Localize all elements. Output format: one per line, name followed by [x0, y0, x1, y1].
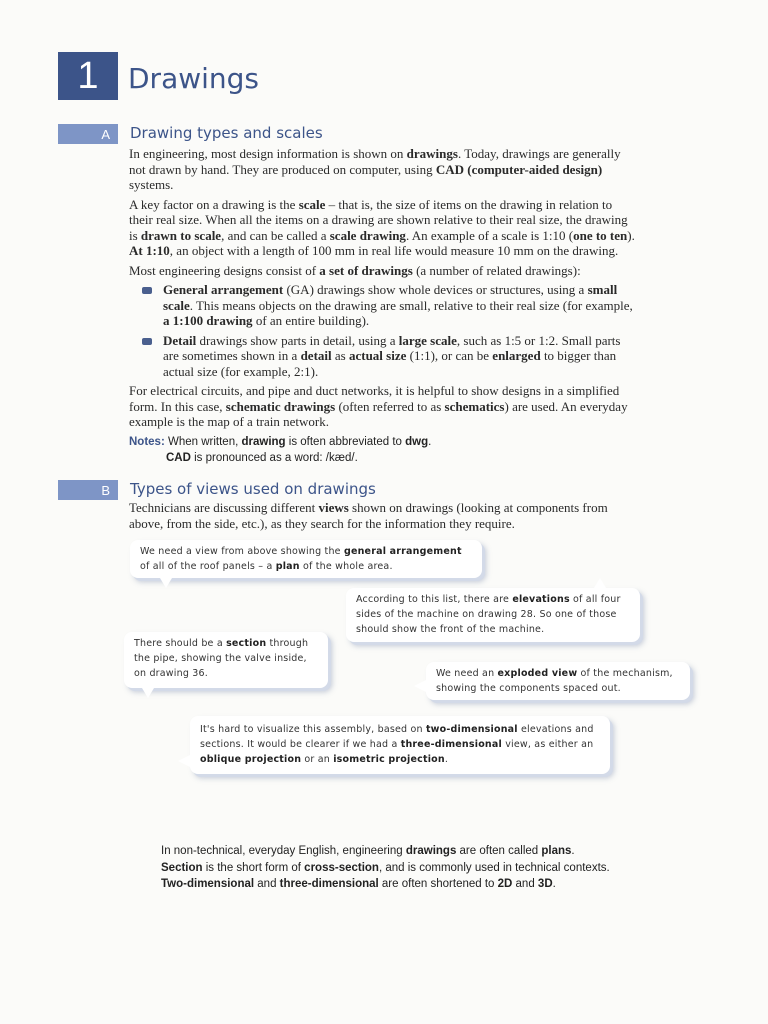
section-a-paragraph-2: A key factor on a drawing is the scale – that is, the size of items on the drawing in relation to their real size. When all the items on a drawing are shown relative to their real size, the drawing is drawn to scale, and can be called a scale drawing. An example of a scale is 1:10 (one to ten). At 1:10, an object with a length of 100 mm in real life would measure 10 mm on the drawing. — [129, 196, 635, 258]
bold-term: a 1:100 drawing — [163, 313, 253, 328]
footer-line-1: In non-technical, everyday English, engineering drawings are often called plans. — [161, 845, 575, 857]
section-a-paragraph-4: For electrical circuits, and pipe and duct networks, it is helpful to show designs in a simplified form. In this case, schematic drawings (often referred to as schematics) are used. An everyday example is the map of a train network. — [129, 383, 628, 429]
bold-term: schematic drawings — [225, 398, 336, 414]
bold-term: plan — [275, 561, 300, 572]
list-item — [129, 282, 639, 329]
notes — [129, 434, 639, 466]
note-1: When written, drawing is often abbreviated to dwg. — [164, 435, 432, 448]
section-b-tab: B — [58, 480, 118, 500]
page-title: Drawings — [128, 62, 260, 95]
footer-notes — [161, 843, 641, 893]
speech-bubble-plan — [130, 540, 482, 578]
bold-term: drawings — [405, 845, 457, 857]
section-a-tab: A — [58, 124, 118, 144]
bubble-tail-icon — [160, 578, 172, 588]
speech-bubble-text: We need a view from above showing the general arrangement of all of the roof panels – a plan of the whole area. — [140, 546, 462, 572]
bold-term: cross-section — [304, 861, 379, 874]
bold-term: scale drawing — [329, 227, 406, 243]
bold-term: Section — [161, 861, 203, 874]
speech-bubble-text: We need an exploded view of the mechanism, showing the components spaced out. — [436, 668, 673, 694]
bold-term: isometric projection — [333, 754, 445, 765]
bold-term: small scale — [163, 282, 618, 313]
unit-number: 1 — [77, 54, 99, 97]
section-a-title: Drawing types and scales — [130, 124, 323, 142]
list-item — [129, 333, 639, 380]
bold-term: three-dimensional — [279, 878, 379, 890]
bold-term: section — [226, 638, 267, 649]
speech-bubble-projection — [190, 716, 610, 774]
bullet-icon — [142, 338, 152, 345]
bold-term: Two-dimensional — [161, 878, 255, 890]
bold-term: detail — [300, 348, 332, 363]
note-2: CAD is pronounced as a word: /kæd/. — [166, 451, 358, 464]
bubble-tail-icon — [594, 578, 606, 588]
notes-label: Notes: — [129, 435, 165, 448]
speech-bubble-text: It's hard to visualize this assembly, based on two-dimensional elevations and sections. It would be clearer if we had a three-dimensional view, as either an oblique projection or an isometric projection. — [200, 724, 594, 765]
bold-term: oblique projection — [200, 754, 302, 765]
bold-term: a set of drawings — [319, 262, 413, 278]
speech-bubble-exploded-view — [426, 662, 690, 700]
section-b-title: Types of views used on drawings — [130, 480, 376, 498]
bold-term: Detail — [163, 332, 197, 348]
bold-term: exploded view — [497, 668, 578, 679]
bold-term: actual size — [348, 348, 407, 363]
bold-term: one to ten — [573, 227, 628, 243]
bold-term: views — [318, 500, 349, 515]
bold-term: drawing — [241, 435, 286, 448]
bold-term: drawings — [406, 146, 458, 161]
bold-term: plans — [541, 845, 572, 857]
speech-bubble-section — [124, 632, 328, 688]
speech-bubble-text: There should be a section through the pipe, showing the valve inside, on drawing 36. — [134, 638, 309, 679]
bold-term: dwg — [405, 435, 429, 448]
bold-term: 2D — [497, 878, 513, 890]
bold-term: general arrangement — [343, 546, 462, 557]
bubble-tail-icon — [178, 755, 190, 767]
bold-term: CAD — [166, 451, 191, 464]
list-item-text: Detail drawings show parts in detail, using a large scale, such as 1:5 or 1:2. Small parts are sometimes shown in a detail as actual size (1:1), or can be enlarged to bigger than actual size (for example, 2:1). — [163, 332, 621, 379]
speech-bubble-elevations — [346, 588, 640, 642]
bubble-tail-icon — [414, 680, 426, 692]
bold-term: three-dimensional — [400, 739, 502, 750]
section-a-paragraph-1: In engineering, most design information is shown on drawings. Today, drawings are generally not drawn by hand. They are produced on computer, using CAD (computer-aided design) systems. — [129, 146, 621, 192]
section-b-intro: Technicians are discussing different views shown on drawings (looking at components from above, from the side, etc.), as they search for the information they require. — [129, 500, 608, 531]
bold-term: two-dimensional — [425, 724, 518, 735]
unit-number-box — [58, 52, 118, 100]
bold-term: scale — [298, 196, 326, 212]
bold-term: elevations — [512, 594, 570, 605]
bold-term: schematics — [444, 398, 505, 414]
footer-line-2: Section is the short form of cross-section, and is commonly used in technical contexts. — [161, 861, 610, 874]
section-a-paragraph-3: Most engineering designs consist of a set of drawings (a number of related drawings): — [129, 262, 581, 278]
bold-term: CAD (computer-aided design) — [435, 161, 603, 177]
drawing-types-list — [129, 282, 639, 379]
bold-term: large scale — [398, 332, 457, 348]
bold-term: 3D — [537, 878, 553, 890]
bubble-tail-icon — [142, 688, 154, 698]
bold-term: At 1:10 — [129, 243, 170, 258]
speech-bubble-text: According to this list, there are elevations of all four sides of the machine on drawing 28. So one of those should show the front of the machine. — [356, 594, 621, 635]
footer-line-3: Two-dimensional and three-dimensional are often shortened to 2D and 3D. — [161, 878, 556, 890]
bold-term: General arrangement — [163, 282, 284, 297]
list-item-text: General arrangement (GA) drawings show whole devices or structures, using a small scale. This means objects on the drawing are small, relative to their real size (for example, a 1:100 drawing of an entire building). — [163, 282, 633, 328]
bullet-icon — [142, 287, 152, 294]
bold-term: drawn to scale — [140, 227, 222, 243]
section-a-body — [129, 146, 639, 466]
bold-term: enlarged — [492, 348, 541, 363]
